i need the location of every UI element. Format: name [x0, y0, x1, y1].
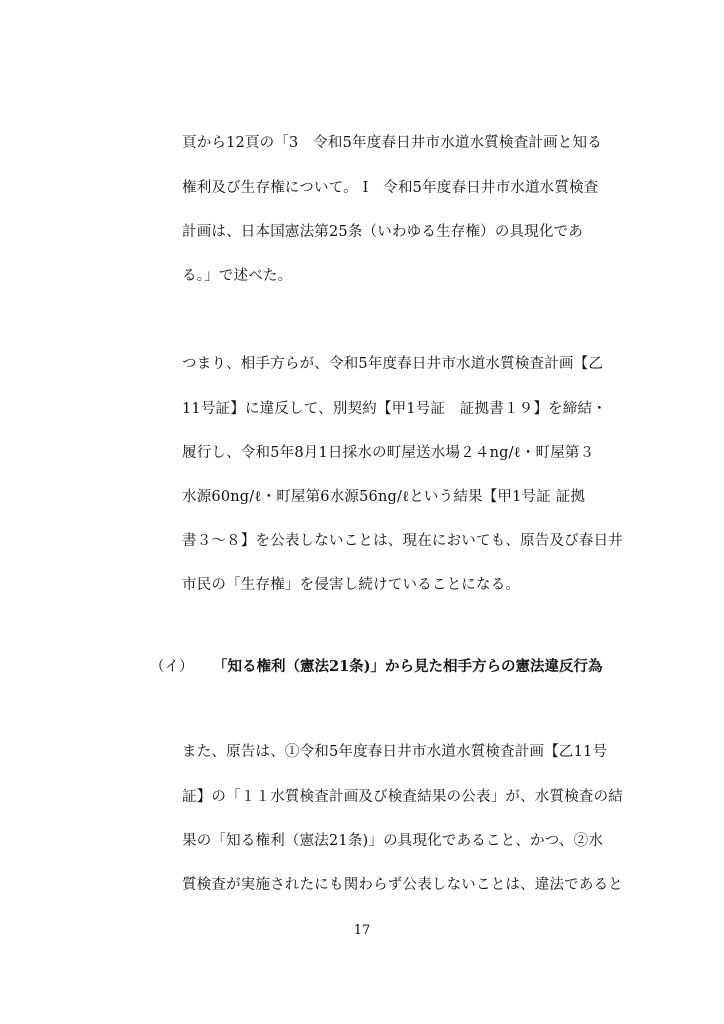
paragraph-2-line-4: 水源60ng/ℓ・町屋第6水源56ng/ℓという結果【甲1号証 証拠 — [182, 489, 586, 505]
paragraph-2-line-1: つまり、相手方らが、令和5年度春日井市水道水質検査計画【乙 — [182, 356, 604, 372]
paragraph-3-line-4: 質検査が実施されたにも関わらず公表しないことは、違法であると — [182, 877, 623, 893]
paragraph-1-line-4: る。」で述べた。 — [182, 268, 293, 284]
paragraph-1-line-2: 権利及び生存権について。 I 令和5年度春日井市水道水質検査 — [182, 180, 599, 196]
paragraph-3-line-1: また、原告は、①令和5年度春日井市水道水質検査計画【乙11号 — [182, 744, 608, 760]
section-heading: 「知る権利（憲法21条)」から見た相手方らの憲法違反行為 — [213, 658, 603, 675]
paragraph-1-line-3: 計画は、日本国憲法第25条（いわゆる生存権）の具現化であ — [182, 224, 584, 240]
paragraph-2-line-2: 11号証】に違反して、別契約【甲1号証 証拠書１９】を締結・ — [182, 401, 607, 417]
page-number: 17 — [353, 923, 371, 938]
paragraph-3-line-2: 証】の「１１水質検査計画及び検査結果の公表」が、水質検査の結 — [182, 789, 623, 805]
paragraph-1-line-1: 頁から12頁の「3 令和5年度春日井市水道水質検査計画と知る — [182, 135, 602, 151]
section-number: （イ） — [150, 659, 194, 675]
paragraph-2-line-6: 市民の「生存権」を侵害し続けていることになる。 — [182, 577, 521, 593]
paragraph-3-line-3: 果の「知る権利（憲法21条)」の具現化であること、かつ、②水 — [182, 833, 604, 849]
paragraph-2-line-3: 履行し、令和5年8月1日採水の町屋送水場２４ng/ℓ・町屋第３ — [182, 445, 595, 461]
paragraph-2-line-5: 書３～８】を公表しないことは、現在においても、原告及び春日井 — [182, 533, 623, 549]
